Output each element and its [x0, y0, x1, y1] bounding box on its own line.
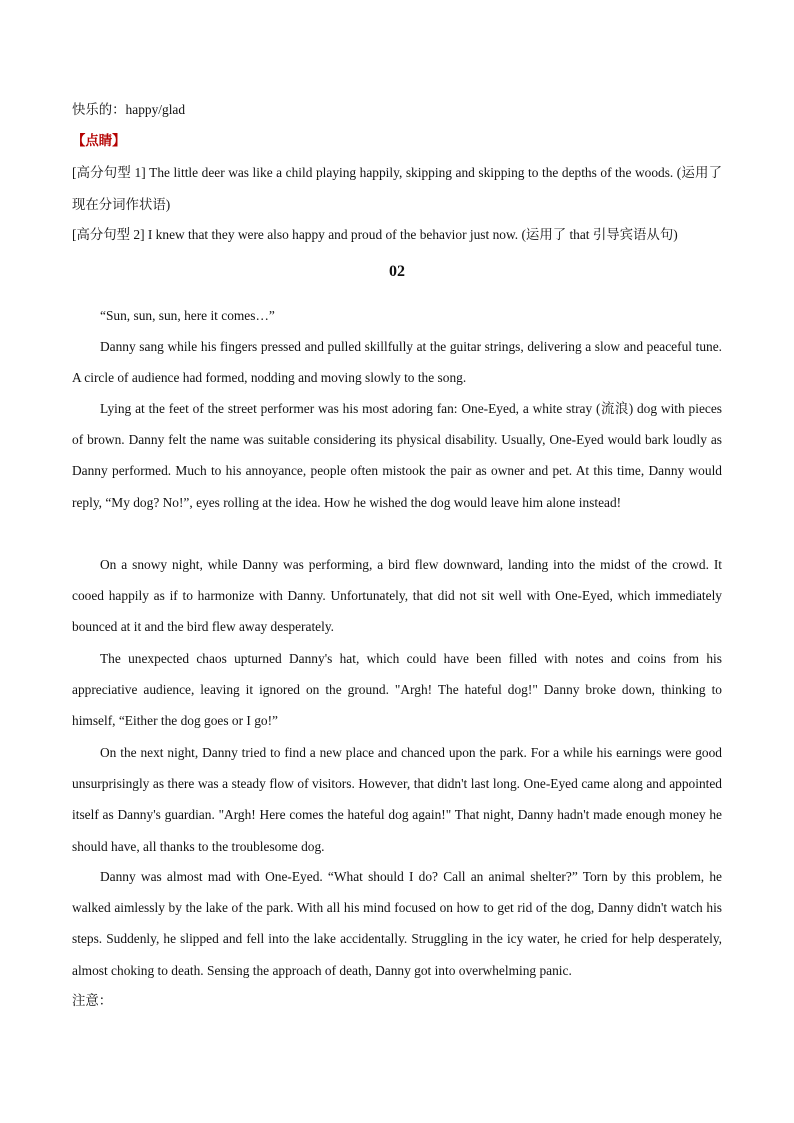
section-number: 02: [389, 263, 405, 280]
high-score-sentence-1: [高分句型 1] The little deer was like a child playing happily, skipping and skipping to the depths of the woods. (运用了现在分词作状语): [72, 165, 722, 212]
story-paragraph-7: Danny was almost mad with One-Eyed. “What should I do? Call an animal shelter?” Torn by this problem, he walked aimlessly by the lake of the park. With all his mind focused on how to get rid of the dog, Danny didn't watch his steps. Suddenly, he slipped and fell into the lake accidentally. Struggling in the icy water, he cried for help desperately, almost choking to death. Sensing the approach of death, Danny got into overwhelming panic.: [72, 869, 722, 978]
vocab-line: 快乐的：happy/glad: [72, 102, 186, 117]
story-paragraph-2: Danny sang while his fingers pressed and pulled skillfully at the guitar strings, delivering a slow and peaceful tune. A circle of audience had formed, nodding and moving slowly to the song.: [72, 339, 722, 386]
story-paragraph-6: On the next night, Danny tried to find a new place and chanced upon the park. For a while his earnings were good unsurprisingly as there was a steady flow of visitors. However, that didn't last long. One-Eyed came along and appointed itself as Danny's guardian. "Argh! Here comes the hateful dog again!" That night, Danny hadn't made enough money he should have, all thanks to the troublesome dog.: [72, 745, 722, 854]
story-paragraph-1: “Sun, sun, sun, here it comes…”: [100, 308, 275, 323]
story-paragraph-4: On a snowy night, while Danny was performing, a bird flew downward, landing into the midst of the crowd. It cooed happily as if to harmonize with Danny. Unfortunately, that did not sit well with One-Eyed, which immediately bounced at it and the bird flew away desperately.: [72, 557, 722, 635]
story-paragraph-3: Lying at the feet of the street performer was his most adoring fan: One-Eyed, a white stray (流浪) dog with pieces of brown. Danny felt the name was suitable considering its physical disability. Usually, One-Eyed would bark loudly as Danny performed. Much to his annoyance, people often mistook the pair as owner and pet. At this time, Danny would reply, “My dog? No!”, eyes rolling at the idea. How he wished the dog would leave him alone instead!: [72, 401, 722, 510]
notes-title: 【点睛】: [72, 133, 126, 148]
notice-label: 注意：: [72, 993, 113, 1008]
high-score-sentence-2: [高分句型 2] I knew that they were also happy and proud of the behavior just now. (运用了 that 引导宾语从句): [72, 227, 678, 242]
story-paragraph-5: The unexpected chaos upturned Danny's hat, which could have been filled with notes and coins from his appreciative audience, leaving it ignored on the ground. "Argh! The hateful dog!" Danny broke down, thinking to himself, “Either the dog goes or I go!”: [72, 651, 722, 729]
